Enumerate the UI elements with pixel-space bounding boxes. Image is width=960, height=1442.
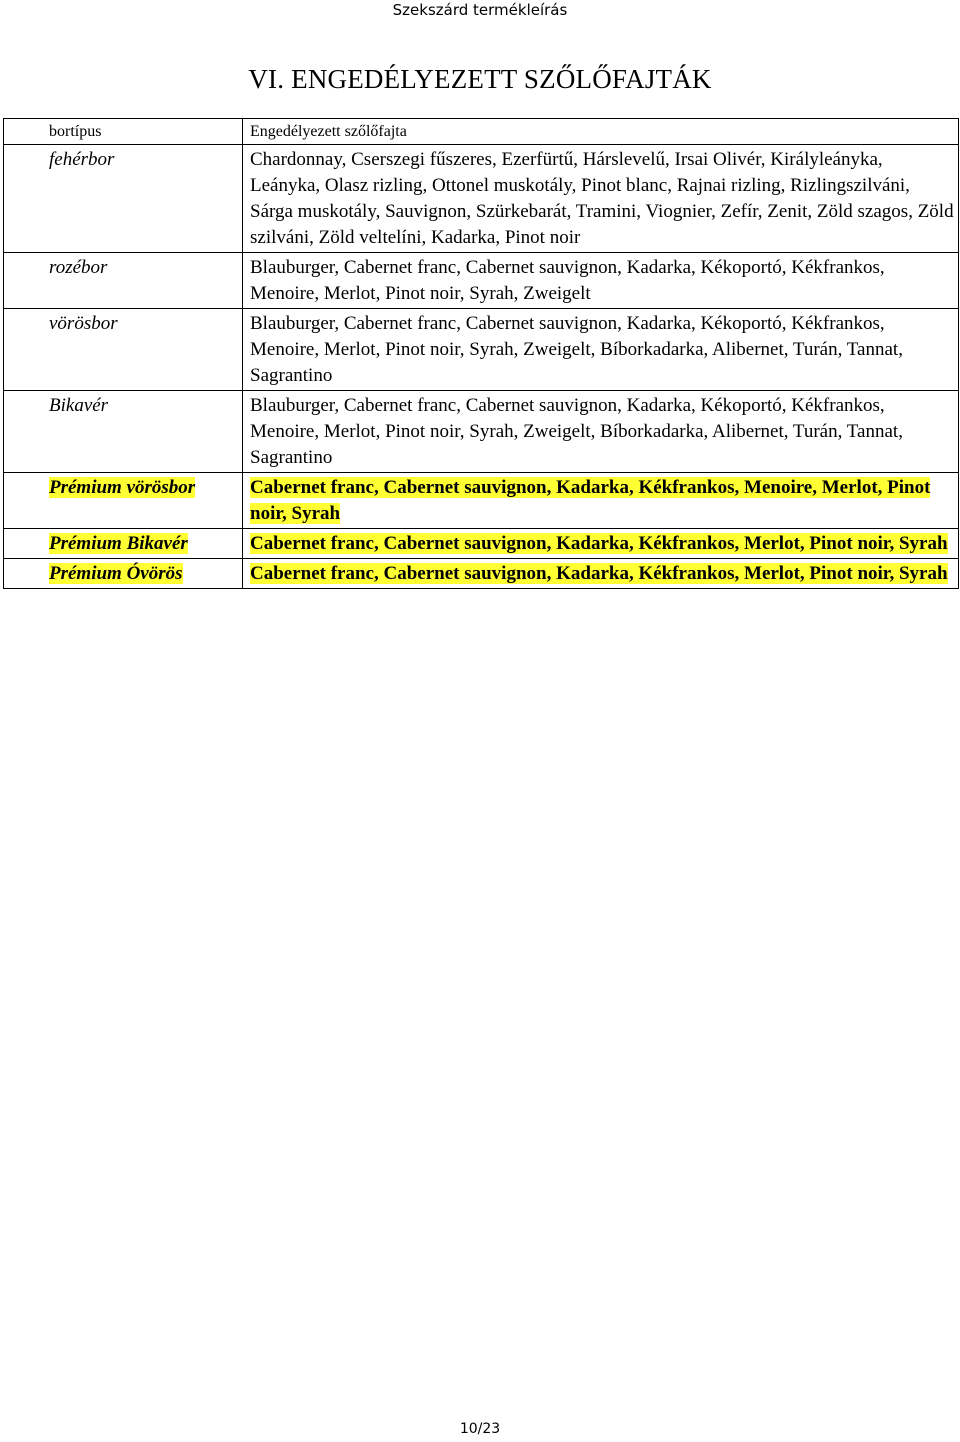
wine-type-cell — [4, 391, 243, 473]
grape-varieties-cell — [243, 145, 959, 253]
header-grape-varieties-label: Engedélyezett szőlőfajta — [250, 123, 407, 140]
grape-varieties-text: Blauburger, Cabernet franc, Cabernet sauvignon, Kadarka, Kékoportó, Kékfrankos, Menoire, Merlot, Pinot noir, Syrah, Zweigelt, Bíborkadarka, Alibernet, Turán, Tannat, Sagrantino — [250, 313, 903, 386]
wine-type-cell — [4, 309, 243, 391]
grape-varieties-cell — [243, 529, 959, 559]
wine-type-label: Bikavér — [49, 395, 109, 416]
wine-type-label: Prémium Bikavér — [49, 533, 188, 554]
grape-varieties-cell — [243, 253, 959, 309]
table-header-row — [4, 119, 959, 145]
wine-type-cell — [4, 559, 243, 589]
wine-type-label: rozébor — [49, 257, 108, 278]
table-row-premium — [4, 559, 959, 589]
table-row-premium — [4, 529, 959, 559]
wine-type-label: fehérbor — [49, 149, 115, 170]
grape-varieties-text: Chardonnay, Cserszegi fűszeres, Ezerfürtű, Hárslevelű, Irsai Olivér, Királyleányka, Leányka, Olasz rizling, Ottonel muskotály, Pinot blanc, Rajnai rizling, Rizlingszilváni, Sárga muskotály, Sauvignon, Szürkebarát, Tramini, Viognier, Zefír, Zenit, Zöld szagos, Zöld szilváni, Zöld veltelíni, Kadarka, Pinot noir — [250, 149, 954, 248]
grape-varieties-text: Cabernet franc, Cabernet sauvignon, Kadarka, Kékfrankos, Merlot, Pinot noir, Syrah — [250, 563, 948, 584]
header-wine-type-label: bortípus — [49, 123, 102, 140]
running-header: Szekszárd termékleírás — [392, 1, 568, 19]
wine-type-cell — [4, 529, 243, 559]
header-cell-wine-type — [4, 119, 243, 145]
table-row — [4, 309, 959, 391]
wine-type-cell — [4, 145, 243, 253]
grape-varieties-cell — [243, 391, 959, 473]
grape-varieties-cell — [243, 309, 959, 391]
table-row — [4, 145, 959, 253]
header-cell-grape-varieties — [243, 119, 959, 145]
grape-varieties-text: Blauburger, Cabernet franc, Cabernet sauvignon, Kadarka, Kékoportó, Kékfrankos, Menoire, Merlot, Pinot noir, Syrah, Zweigelt, Bíborkadarka, Alibernet, Turán, Tannat, Sagrantino — [250, 395, 903, 468]
table-row — [4, 391, 959, 473]
wine-type-label: Prémium vörösbor — [49, 477, 196, 498]
section-title: VI. ENGEDÉLYEZETT SZŐLŐFAJTÁK — [248, 64, 712, 94]
table-row-premium — [4, 473, 959, 529]
page-number: 10/23 — [459, 1421, 501, 1437]
allowed-grape-varieties-table — [3, 118, 959, 589]
wine-type-cell — [4, 473, 243, 529]
wine-type-label: Prémium Óvörös — [49, 563, 183, 584]
grape-varieties-text: Cabernet franc, Cabernet sauvignon, Kadarka, Kékfrankos, Menoire, Merlot, Pinot noir, Syrah — [250, 477, 931, 524]
table-row — [4, 253, 959, 309]
wine-type-cell — [4, 253, 243, 309]
grape-varieties-cell — [243, 473, 959, 529]
wine-type-label: vörösbor — [49, 313, 118, 334]
grape-varieties-text: Cabernet franc, Cabernet sauvignon, Kadarka, Kékfrankos, Merlot, Pinot noir, Syrah — [250, 533, 948, 554]
grape-varieties-cell — [243, 559, 959, 589]
grape-varieties-text: Blauburger, Cabernet franc, Cabernet sauvignon, Kadarka, Kékoportó, Kékfrankos, Menoire, Merlot, Pinot noir, Syrah, Zweigelt — [250, 257, 885, 304]
